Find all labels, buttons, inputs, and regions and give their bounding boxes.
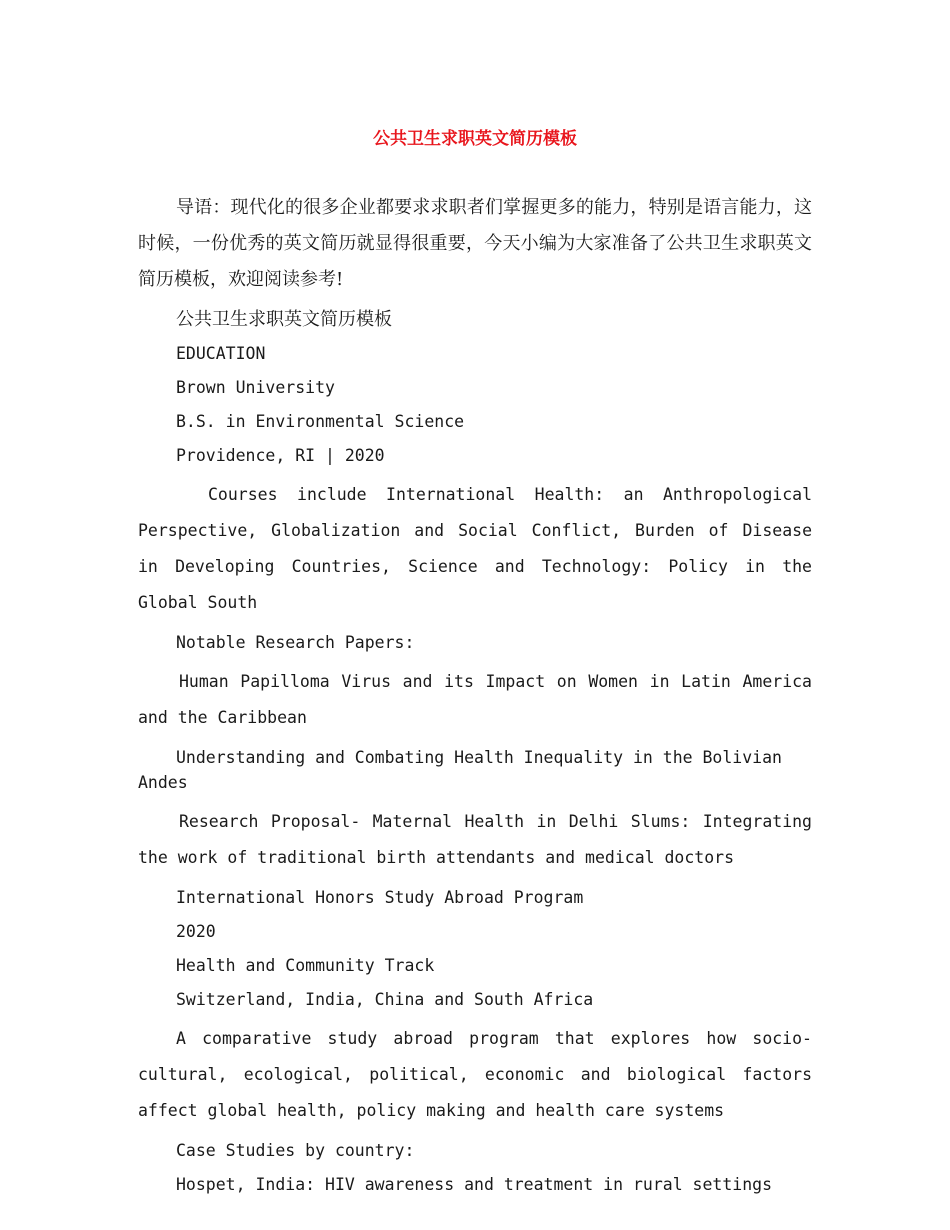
program-name: International Honors Study Abroad Program <box>176 888 584 907</box>
university-name: Brown University <box>176 378 335 397</box>
program-track: Health and Community Track <box>176 956 435 975</box>
case-study-item: Hospet, India: HIV awareness and treatment in rural settings <box>176 1175 773 1194</box>
location-year: Providence, RI | 2020 <box>176 446 385 465</box>
section-heading-education: EDUCATION <box>176 344 266 363</box>
document-body <box>138 190 812 1206</box>
document-title: 公共卫生求职英文简历模板 <box>373 129 577 149</box>
research-paper-item: Understanding and Combating Health Inequality in the Bolivian Andes <box>138 748 782 792</box>
program-year: 2020 <box>176 922 216 941</box>
intro-paragraph: 导语：现代化的很多企业都要求求职者们掌握更多的能力，特别是语言能力，这时候，一份优秀的英文简历就显得很重要，今天小编为大家准备了公共卫生求职英文简历模板，欢迎阅读参考! <box>138 197 812 290</box>
resume-subtitle: 公共卫生求职英文简历模板 <box>176 309 392 330</box>
courses-paragraph: Courses include International Health: an Anthropological Perspective, Globalization and Social Conflict, Burden of Disease in Developing Countries, Science and Technology: Policy in the Global South <box>138 485 812 612</box>
case-studies-heading: Case Studies by country: <box>176 1141 415 1160</box>
research-paper-item: Research Proposal- Maternal Health in Delhi Slums: Integrating the work of traditional birth attendants and medical doctors <box>138 812 812 867</box>
degree: B.S. in Environmental Science <box>176 412 465 431</box>
research-papers-heading: Notable Research Papers: <box>176 633 415 652</box>
program-countries: Switzerland, India, China and South Africa <box>176 990 594 1009</box>
program-description: A comparative study abroad program that explores how socio-cultural, ecological, political, economic and biological factors affect global health, policy making and health care systems <box>138 1029 812 1120</box>
research-paper-item: Human Papilloma Virus and its Impact on Women in Latin America and the Caribbean <box>138 672 812 727</box>
